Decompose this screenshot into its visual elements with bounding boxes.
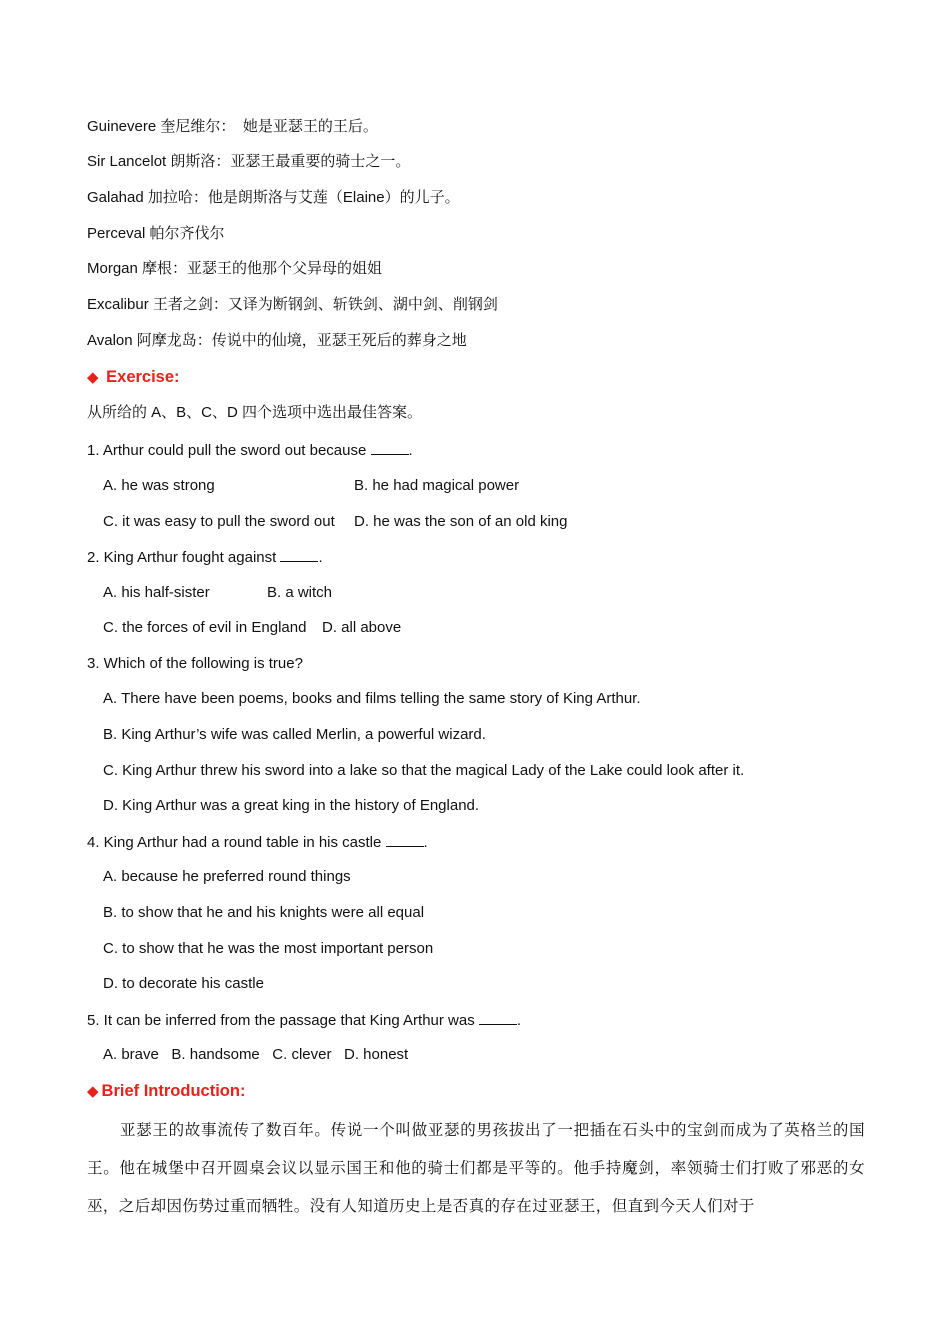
intro-paragraph: 亚瑟王的故事流传了数百年。传说一个叫做亚瑟的男孩拔出了一把插在石头中的宝剑而成为了英格兰的国王。他在城堡中召开圆桌会议以显示国王和他的骑士们都是平等的。他手持魔剑，率领骑士们打败了邪恶的女巫，之后却因伤势过重而牺牲。没有人知道历史上是否真的存在过亚瑟王，但直到今天人们对于 xyxy=(87,1121,865,1215)
option-c: C. the forces of evil in England xyxy=(103,619,307,636)
question-stem: 1. Arthur could pull the sword out because xyxy=(87,442,367,459)
option-b: B. he had magical power xyxy=(354,477,520,494)
option-c: C. to show that he was the most important person xyxy=(103,940,434,957)
option-c: C. King Arthur threw his sword into a lake so that the magical Lady of the Lake could look after it. xyxy=(103,762,745,779)
question-stem: 5. It can be inferred from the passage that King Arthur was xyxy=(87,1012,475,1029)
option-row xyxy=(103,512,568,532)
glossary-term: Galahad xyxy=(87,189,144,206)
glossary-definition: 阿摩龙岛：传说中的仙境，亚瑟王死后的葬身之地 xyxy=(136,332,467,349)
option-a: A. he was strong xyxy=(103,477,215,494)
intro-heading-text: Brief Introduction: xyxy=(101,1082,246,1100)
question-3: 3. Which of the following is true? xyxy=(87,655,303,672)
glossary-item-galahad xyxy=(87,188,460,208)
glossary-definition: 朗斯洛：亚瑟王最重要的骑士之一。 xyxy=(170,153,411,170)
option-c: C. it was easy to pull the sword out xyxy=(103,513,335,530)
option-d: D. King Arthur was a great king in the history of England. xyxy=(103,797,480,814)
exercise-instruction: 从所给的 A、B、C、D 四个选项中选出最佳答案。 xyxy=(87,404,423,421)
option-a: A. brave xyxy=(103,1046,159,1063)
diamond-bullet-icon: ◆ xyxy=(87,1083,99,1100)
exercise-heading xyxy=(87,367,180,388)
diamond-bullet-icon: ◆ xyxy=(87,369,99,386)
option-b: B. King Arthur’s wife was called Merlin, a powerful wizard. xyxy=(103,726,486,743)
question-4 xyxy=(87,832,428,853)
glossary-term: Guinevere xyxy=(87,118,157,135)
glossary-definition: 王者之剑：又译为断钢剑、斩铁剑、湖中剑、削钢剑 xyxy=(152,296,498,313)
glossary-term: Excalibur xyxy=(87,296,149,313)
option-d: D. to decorate his castle xyxy=(103,975,264,992)
option-a: A. his half-sister xyxy=(103,584,210,601)
option-b: B. handsome xyxy=(171,1046,260,1063)
option-b: B. to show that he and his knights were all equal xyxy=(103,904,425,921)
glossary-definition: 奎尼维尔： 她是亚瑟王的王后。 xyxy=(160,118,378,135)
question-5 xyxy=(87,1010,521,1031)
glossary-item-morgan xyxy=(87,259,382,279)
glossary-item-avalon xyxy=(87,331,467,351)
exercise-heading-text: Exercise: xyxy=(106,368,180,386)
question-2 xyxy=(87,547,323,568)
option-row xyxy=(103,618,402,638)
option-c: C. clever xyxy=(272,1046,332,1063)
glossary-item-lancelot xyxy=(87,152,410,172)
option-a: A. There have been poems, books and films telling the same story of King Arthur. xyxy=(103,690,641,707)
glossary-definition: 加拉哈：他是朗斯洛与艾莲（Elaine）的儿子。 xyxy=(147,189,460,206)
intro-heading xyxy=(87,1081,245,1102)
question-stem: 4. King Arthur had a round table in his castle xyxy=(87,834,382,851)
question-stem: 2. King Arthur fought against xyxy=(87,549,277,566)
question-end: . xyxy=(516,1012,522,1029)
question-end: . xyxy=(318,549,323,566)
answer-blank xyxy=(479,1010,517,1025)
option-row xyxy=(103,583,333,603)
glossary-term: Avalon xyxy=(87,332,133,349)
option-a: A. because he preferred round things xyxy=(103,868,351,885)
option-b: B. a witch xyxy=(267,584,333,601)
option-d: D. he was the son of an old king xyxy=(354,513,568,530)
answer-blank xyxy=(280,547,318,562)
glossary-definition: 帕尔齐伐尔 xyxy=(149,225,225,242)
glossary-term: Sir Lancelot xyxy=(87,153,167,170)
answer-blank xyxy=(386,832,424,847)
option-row xyxy=(103,476,520,496)
question-1 xyxy=(87,440,413,461)
glossary-term: Perceval xyxy=(87,225,146,242)
glossary-item-perceval xyxy=(87,224,225,244)
answer-blank xyxy=(371,440,409,455)
question-end: . xyxy=(408,442,413,459)
question-end: . xyxy=(423,834,428,851)
glossary-term: Morgan xyxy=(87,260,138,277)
option-d: D. honest xyxy=(344,1046,409,1063)
option-d: D. all above xyxy=(322,619,402,636)
glossary-definition: 摩根：亚瑟王的他那个父异母的姐姐 xyxy=(142,260,383,277)
option-row xyxy=(103,1045,408,1065)
glossary-item-guinevere xyxy=(87,117,378,137)
glossary-item-excalibur xyxy=(87,295,498,315)
